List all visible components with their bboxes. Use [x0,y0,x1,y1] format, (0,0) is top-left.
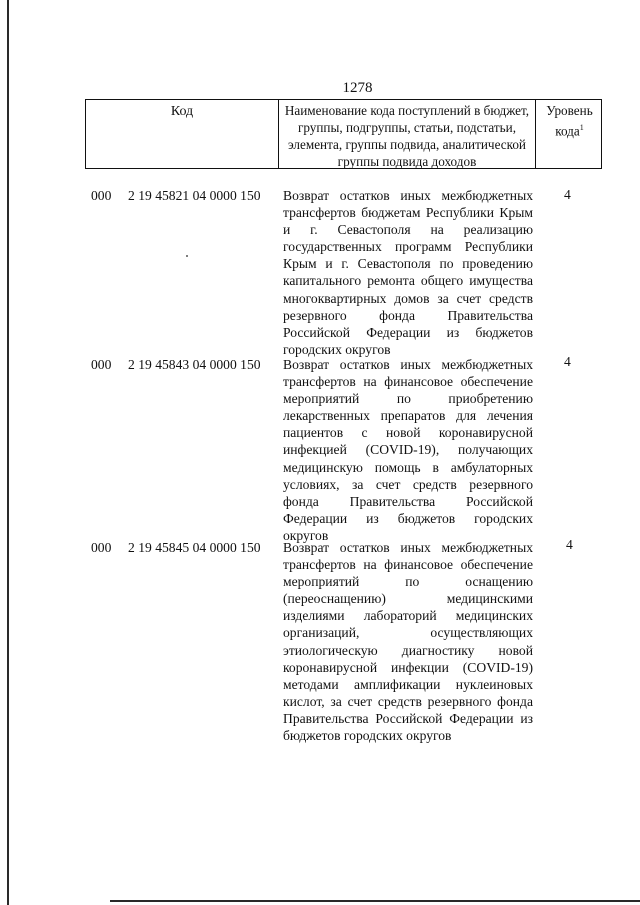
code-level: 4 [564,187,571,202]
page-edge-left [7,0,9,905]
code-level: 4 [564,354,571,369]
header-level-label: Уровень кода [546,103,593,139]
page-number: 1278 [342,80,373,96]
income-description: Возврат остатков иных межбюджетных трансфертов на финансовое обеспечение мероприятий по приобретению лекарственных препаратов для лечения пациентов с новой коронавирусной инфекцией (COVID-19), получающих медицинскую помощь в амбулаторных условиях, за счет средств резервного фонда Правительства Российской Федерации из бюджетов городских округов [283,357,533,543]
income-description: Возврат остатков иных межбюджетных трансфертов бюджетам Республики Крым и г. Севастополя на реализацию государственных программ Республики Крым и г. Севастополя по проведению капитального ремонта общего имущества многоквартирных домов за счет средств резервного фонда Правительства Российской Федерации из бюджетов городских округов [283,188,533,357]
header-level-cell [536,100,603,168]
scan-speck [186,255,188,257]
admin-code: 000 [91,540,112,555]
income-code: 2 19 45845 04 0000 150 [128,540,261,555]
income-code: 2 19 45821 04 0000 150 [128,188,261,203]
code-level: 4 [566,537,573,552]
page-edge-bottom [110,900,640,902]
admin-code: 000 [91,357,112,372]
header-code-cell [86,100,279,168]
header-name-cell [279,100,536,168]
table-header [85,99,602,169]
admin-code: 000 [91,188,112,203]
income-description: Возврат остатков иных межбюджетных трансфертов на финансовое обеспечение мероприятий по оснащению (переоснащению) медицинскими изделиями лабораторий медицинских организаций, осуществляющих этиологическую диагностику новой коронавирусной инфекции (COVID-19) методами амплификации нуклеиновых кислот, за счет средств резервного фонда Правительства Российской Федерации из бюджетов городских округов [283,540,533,744]
header-level-footnote: 1 [579,123,584,132]
income-code: 2 19 45843 04 0000 150 [128,357,261,372]
header-code-label: Код [170,104,194,119]
header-name-label: Наименование кода поступлений в бюджет, группы, подгруппы, статьи, подстатьи, элемента, группы подвида, аналитической группы подвида доходов [284,103,530,169]
